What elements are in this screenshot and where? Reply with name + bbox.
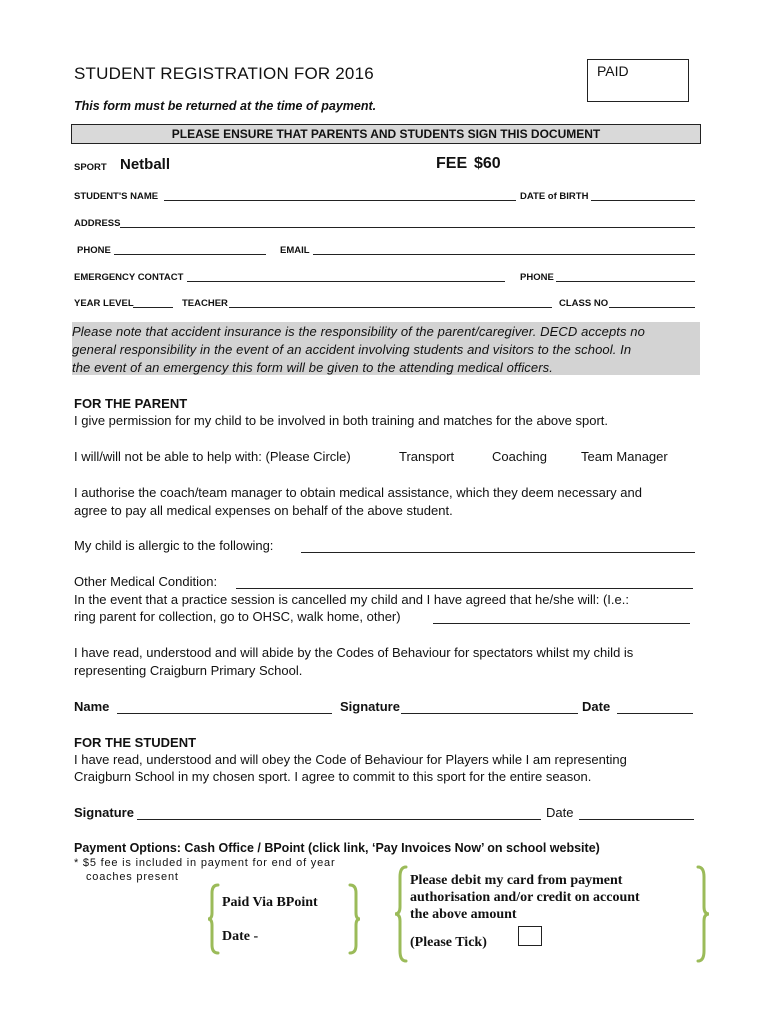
student-signature-field[interactable] (137, 807, 541, 820)
form-subtitle: This form must be returned at the time of payment. (74, 99, 377, 113)
student-date-label: Date (546, 805, 574, 820)
student-text: Craigburn School in my chosen sport. I agree to commit to this sport for the entire season. (74, 769, 592, 784)
help-option-team-manager[interactable]: Team Manager (581, 449, 668, 464)
paid-label: PAID (597, 63, 629, 79)
sport-value: Netball (120, 156, 171, 173)
notice-line: Please note that accident insurance is the responsibility of the parent/caregiver. DECD accepts no (72, 324, 645, 339)
teacher-field[interactable] (229, 297, 552, 308)
student-date-field[interactable] (579, 807, 694, 820)
cancel-text: In the event that a practice session is cancelled my child and I have agreed that he/she will: (I.e.: (74, 592, 629, 607)
phone-label: PHONE (77, 245, 111, 256)
email-field[interactable] (313, 244, 695, 255)
authorise-text: I authorise the coach/team manager to obtain medical assistance, which they deem necessary and (74, 485, 642, 500)
emergency-contact-label: EMERGENCY CONTACT (74, 272, 184, 283)
debit-text: the above amount (410, 907, 517, 922)
tick-checkbox[interactable] (518, 926, 542, 946)
tick-label: (Please Tick) (410, 935, 487, 950)
codes-text: representing Craigburn Primary School. (74, 663, 303, 678)
page-title: STUDENT REGISTRATION FOR 2016 (74, 64, 374, 83)
parent-signature-label: Signature (340, 699, 400, 714)
insurance-notice (72, 322, 700, 375)
parent-heading: FOR THE PARENT (74, 396, 188, 411)
parent-date-label: Date (582, 699, 611, 714)
address-label: ADDRESS (74, 218, 121, 229)
debit-text: authorisation and/or credit on account (410, 890, 640, 905)
dob-label: DATE of BIRTH (520, 191, 589, 202)
fee-value: $60 (474, 155, 501, 172)
parent-name-field[interactable] (117, 701, 332, 714)
help-text: I will/will not be able to help with: (Please Circle) (74, 449, 351, 464)
paid-box (587, 59, 689, 102)
cancel-field[interactable] (433, 611, 690, 624)
phone2-field[interactable] (556, 271, 695, 282)
permission-text: I give permission for my child to be involved in both training and matches for the above sport. (74, 413, 609, 428)
cancel-text: ring parent for collection, go to OHSC, walk home, other) (74, 609, 401, 624)
phone-field[interactable] (114, 244, 266, 255)
debit-text: Please debit my card from payment (410, 873, 623, 888)
medical-label: Other Medical Condition: (74, 574, 218, 589)
parent-date-field[interactable] (617, 701, 693, 714)
codes-text: I have read, understood and will abide by the Codes of Behaviour for spectators whilst my child is (74, 645, 634, 660)
dob-field[interactable] (591, 190, 695, 201)
class-no-field[interactable] (609, 297, 695, 308)
student-text: I have read, understood and will obey the Code of Behaviour for Players while I am representing (74, 752, 627, 767)
fee-label: FEE (436, 155, 468, 172)
emergency-contact-field[interactable] (187, 271, 505, 282)
fee-note: coaches present (86, 871, 179, 883)
class-no-label: CLASS NO (559, 298, 609, 309)
year-level-field[interactable] (133, 297, 173, 308)
authorise-text: agree to pay all medical expenses on behalf of the above student. (74, 503, 453, 518)
notice-line: the event of an emergency this form will be given to the attending medical officers. (72, 360, 553, 375)
phone2-label: PHONE (520, 272, 554, 283)
address-field[interactable] (120, 217, 695, 228)
student-name-label: STUDENT'S NAME (74, 191, 159, 202)
sport-label: SPORT (74, 162, 107, 173)
year-level-label: YEAR LEVEL (74, 298, 134, 309)
help-option-transport[interactable]: Transport (399, 449, 455, 464)
medical-field[interactable] (236, 576, 693, 589)
bpoint-date: Date - (222, 929, 259, 944)
fee-note: * $5 fee is included in payment for end of year (74, 857, 336, 869)
student-signature-label: Signature (74, 805, 134, 820)
help-option-coaching[interactable]: Coaching (492, 449, 547, 464)
teacher-label: TEACHER (182, 298, 228, 309)
allergic-field[interactable] (301, 540, 695, 553)
allergic-label: My child is allergic to the following: (74, 538, 274, 553)
sign-banner: PLEASE ENSURE THAT PARENTS AND STUDENTS SIGN THIS DOCUMENT (71, 124, 701, 144)
parent-name-label: Name (74, 699, 110, 714)
student-name-field[interactable] (164, 190, 516, 201)
email-label: EMAIL (280, 245, 310, 256)
student-heading: FOR THE STUDENT (74, 735, 197, 750)
notice-line: general responsibility in the event of an accident involving students and visitors to the school. In (72, 342, 632, 357)
payment-options: Payment Options: Cash Office / BPoint (click link, ‘Pay Invoices Now’ on school website) (74, 841, 600, 855)
bpoint-title: Paid Via BPoint (222, 895, 318, 910)
parent-signature-field[interactable] (401, 701, 578, 714)
